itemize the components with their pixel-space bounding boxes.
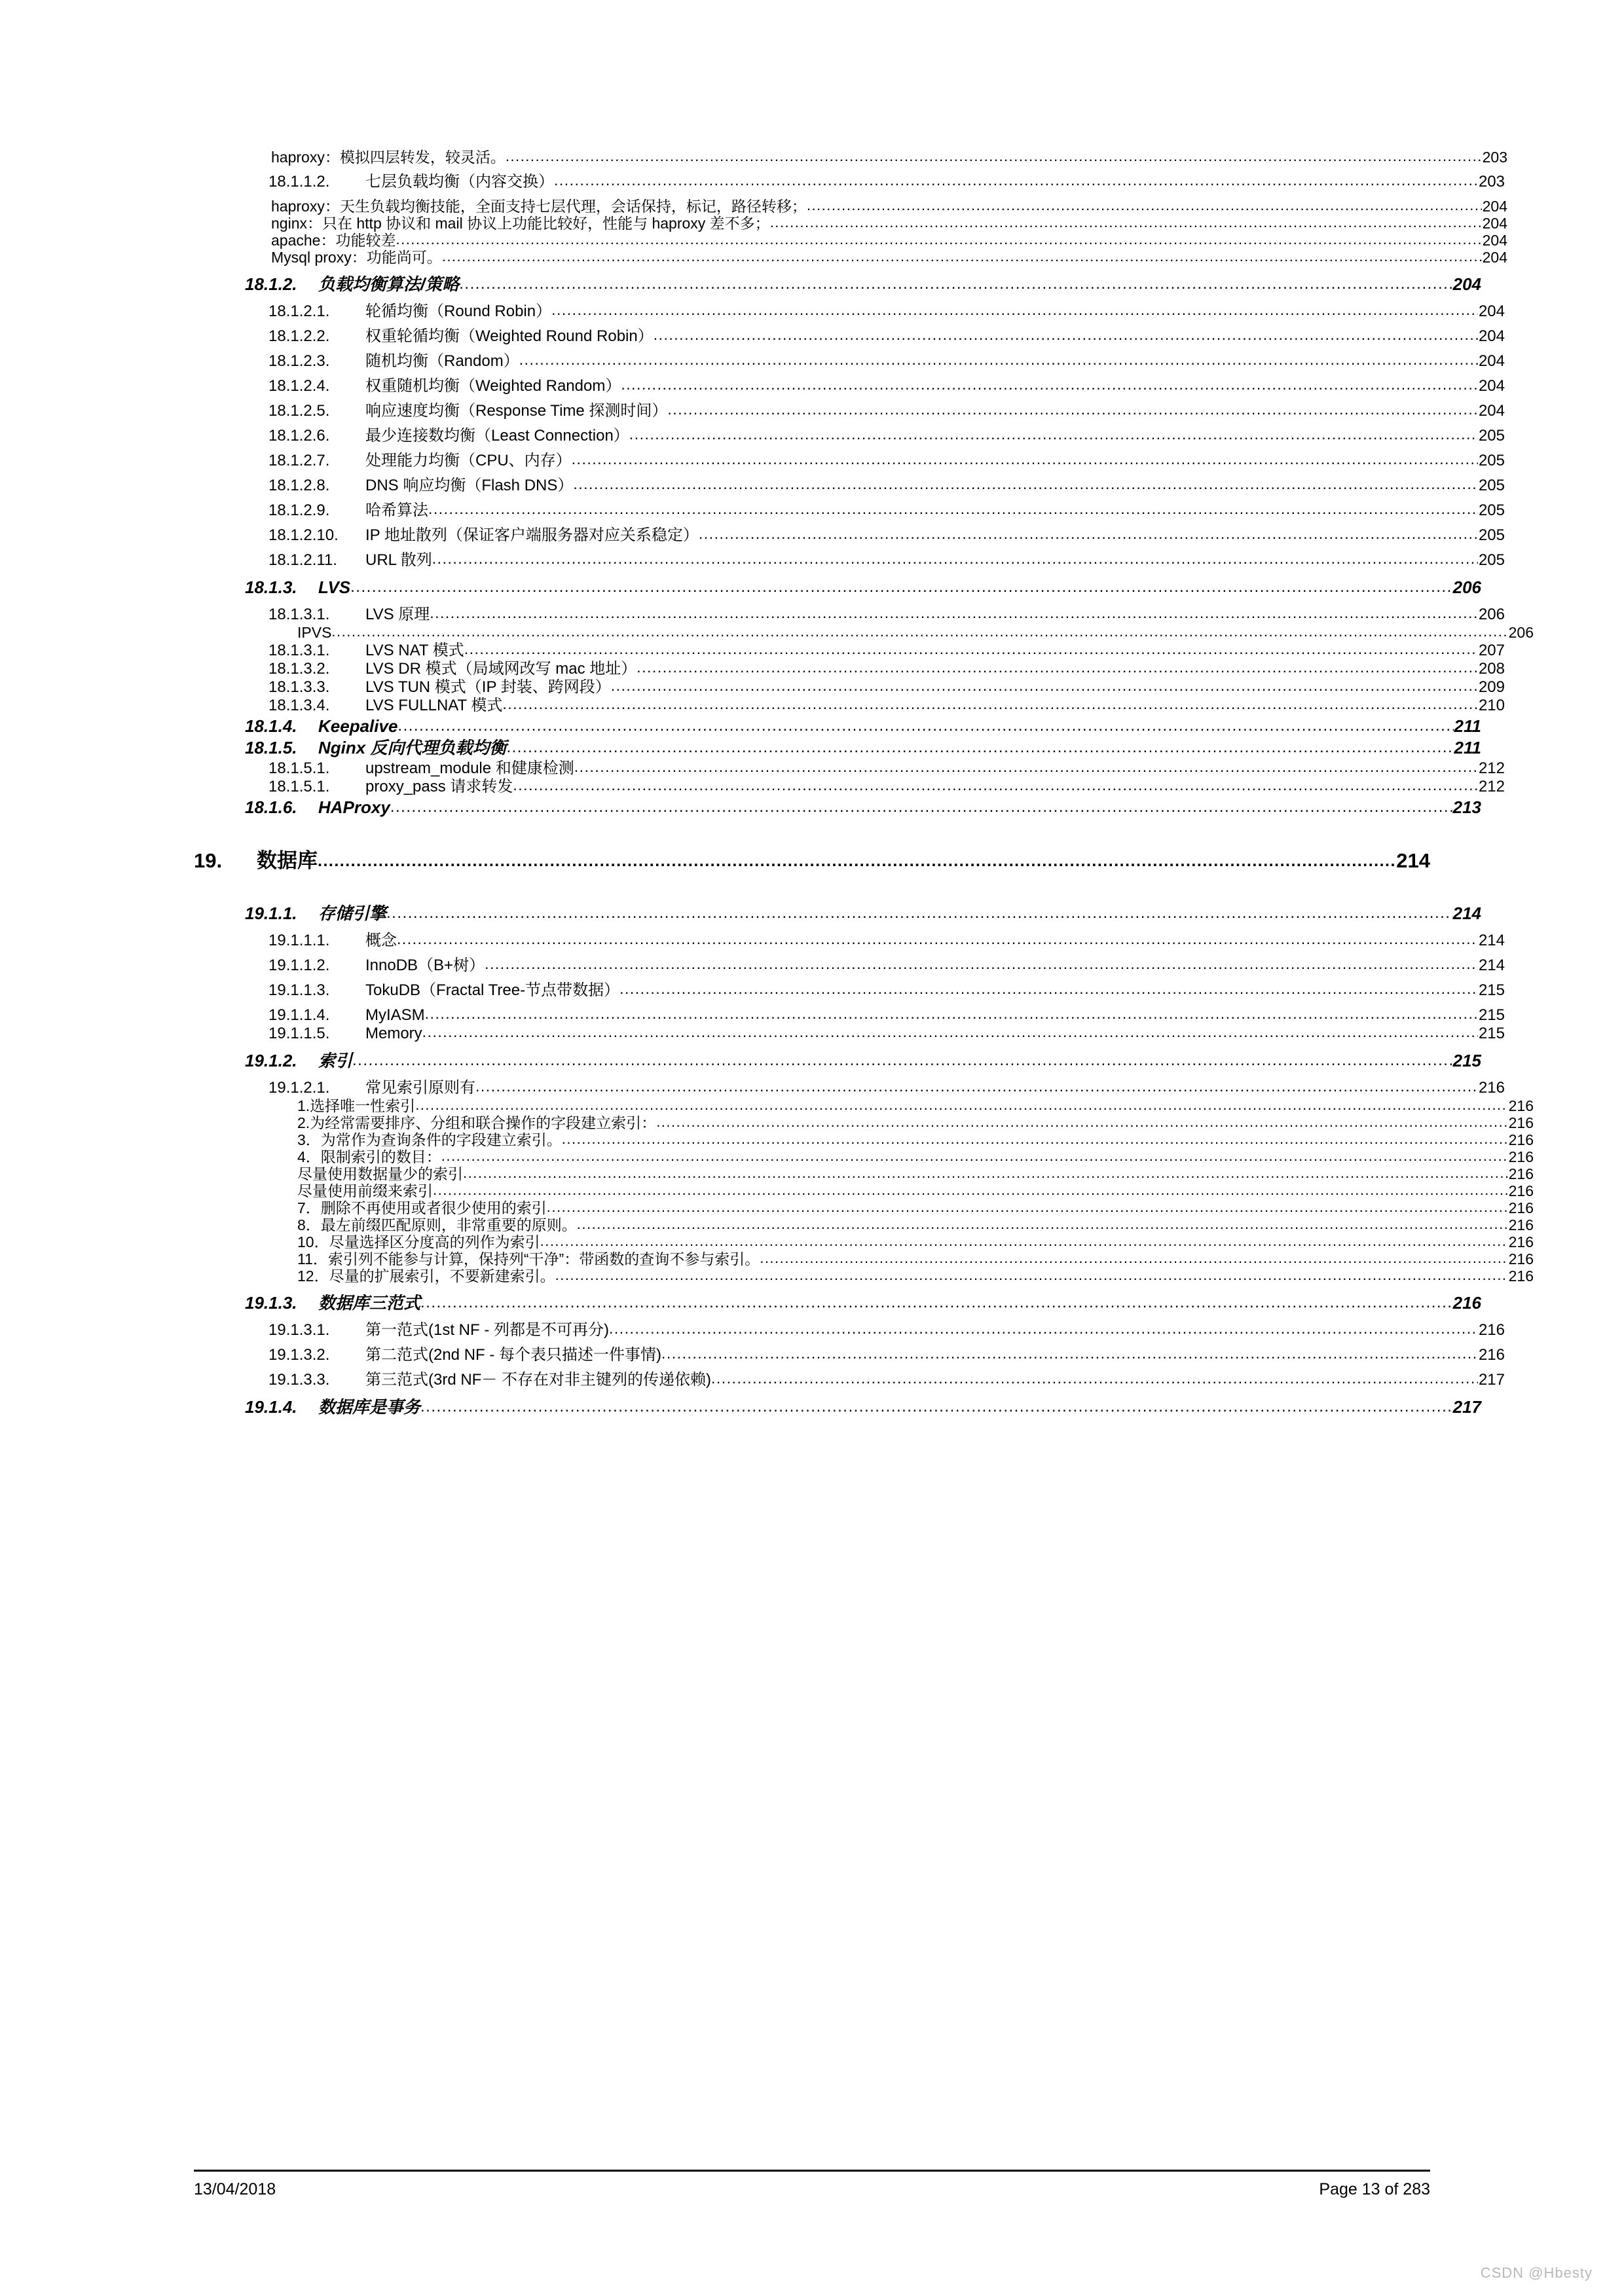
toc-entry-page: 216 (1508, 1148, 1534, 1165)
toc-entry[interactable] (268, 478, 1505, 494)
toc-dot-leader (433, 1183, 1508, 1197)
toc-entry-title: 第一范式(1st NF - 列都是不可再分) (365, 1321, 609, 1339)
toc-entry-title: 权重轮循均衡（Weighted Round Robin） (365, 327, 654, 345)
toc-entry[interactable] (268, 958, 1505, 974)
toc-dot-leader (397, 718, 1453, 734)
toc-entry[interactable] (271, 216, 1507, 231)
toc-entry[interactable] (268, 1347, 1505, 1363)
toc-entry-page: 216 (1508, 1182, 1534, 1199)
toc-entry-page: 204 (1478, 352, 1505, 370)
toc-entry-number: 18.1.3.1. (268, 606, 330, 623)
toc-entry-page: 204 (1482, 232, 1507, 249)
toc-entry[interactable] (268, 698, 1505, 714)
toc-entry-page: 204 (1482, 215, 1507, 232)
toc-entry-page: 214 (1478, 932, 1505, 949)
toc-dot-leader (562, 1132, 1508, 1146)
toc-entry-page: 215 (1452, 1051, 1481, 1070)
toc-entry-page: 216 (1508, 1131, 1534, 1148)
toc-entry-title: 最少连接数均衡（Least Connection） (365, 427, 629, 445)
toc-entry[interactable] (271, 250, 1507, 265)
toc-entry-title: LVS TUN 模式（IP 封装、跨网段） (365, 678, 611, 696)
toc-entry-page: 215 (1478, 1006, 1505, 1024)
toc-entry-number: 18.1.2.7. (268, 452, 330, 469)
toc-dot-leader (318, 853, 1395, 869)
toc-entry[interactable] (268, 779, 1505, 795)
toc-dot-leader (420, 1295, 1452, 1311)
toc-entry[interactable] (245, 1398, 1481, 1416)
toc-entry-title: 第三范式(3rd NF－ 不存在对非主键列的传递依赖) (365, 1371, 711, 1389)
toc-entry-number: 18.1.1.2. (268, 173, 330, 191)
toc-entry[interactable] (297, 1150, 1534, 1165)
toc-entry-page: 216 (1508, 1216, 1534, 1233)
toc-entry[interactable] (268, 1026, 1505, 1042)
toc-entry-title: TokuDB（Fractal Tree-节点带数据） (365, 981, 620, 999)
toc-entry-title: apache：功能较差 (271, 232, 396, 249)
toc-entry-number: 18.1.3.3. (268, 678, 330, 696)
toc-entry[interactable] (297, 1218, 1534, 1233)
toc-dot-leader (464, 642, 1478, 657)
toc-entry[interactable] (245, 905, 1481, 922)
toc-entry-number: 19.1.3.3. (268, 1371, 330, 1389)
toc-entry[interactable] (297, 1116, 1534, 1131)
toc-entry-page: 204 (1478, 402, 1505, 420)
toc-entry-title: DNS 响应均衡（Flash DNS） (365, 477, 574, 494)
toc-dot-leader (667, 402, 1478, 417)
toc-entry-title: InnoDB（B+树） (365, 957, 485, 974)
toc-entry-number: 19.1.3.2. (268, 1346, 330, 1364)
toc-entry[interactable] (268, 761, 1505, 776)
toc-entry-title: 数据库是事务 (318, 1397, 421, 1417)
toc-dot-leader (331, 625, 1507, 639)
toc-dot-leader (572, 452, 1478, 467)
toc-entry-number: 18.1.6. (245, 797, 297, 817)
toc-entry-title: upstream_module 和健康检测 (365, 759, 574, 777)
toc-entry-number: 19.1.1.1. (268, 932, 330, 949)
toc-dot-leader (485, 957, 1478, 972)
toc-entry-number: 18.1.4. (245, 716, 297, 736)
toc-dot-leader (574, 759, 1478, 774)
toc-entry-title: MyIASM (365, 1006, 425, 1024)
toc-entry-page: 211 (1454, 738, 1481, 757)
toc-entry-title: 响应速度均衡（Response Time 探测时间） (365, 402, 668, 420)
toc-dot-leader (661, 1346, 1478, 1361)
toc-entry-page: 206 (1508, 624, 1534, 641)
toc-entry-number: 18.1.3. (245, 577, 297, 597)
toc-entry-page: 211 (1454, 716, 1481, 736)
toc-entry-number: 19.1.2.1. (268, 1079, 330, 1097)
toc-entry-number: 19.1.3. (245, 1293, 297, 1313)
table-of-contents (194, 148, 1534, 1427)
toc-dot-leader (386, 905, 1452, 921)
toc-entry-number: 18.1.2.3. (268, 352, 330, 370)
toc-entry-number: 19.1.1.2. (268, 957, 330, 974)
toc-dot-leader (422, 1025, 1478, 1040)
toc-entry[interactable] (268, 378, 1505, 394)
toc-entry[interactable] (297, 1184, 1534, 1199)
toc-entry-title: LVS (318, 577, 351, 597)
toc-entry-number: 18.1.2.5. (268, 402, 330, 420)
toc-entry[interactable] (297, 1099, 1534, 1114)
toc-entry-page: 216 (1508, 1114, 1534, 1131)
toc-entry-page: 205 (1478, 477, 1505, 494)
toc-entry-title: 7．删除不再使用或者很少使用的索引 (297, 1199, 547, 1216)
toc-dot-leader (656, 1115, 1507, 1129)
toc-entry-page: 216 (1508, 1267, 1534, 1285)
toc-entry-number: 18.1.3.1. (268, 642, 330, 659)
toc-entry-title: LVS FULLNAT 模式 (365, 697, 503, 714)
toc-entry-number: 18.1.3.2. (268, 660, 330, 678)
toc-entry-title: 3．为常作为查询条件的字段建立索引。 (297, 1131, 562, 1148)
toc-entry-number: 18.1.2. (245, 274, 297, 294)
toc-dot-leader (425, 1006, 1478, 1021)
toc-entry[interactable] (245, 1294, 1481, 1312)
toc-entry-number: 19.1.1.4. (268, 1006, 330, 1024)
toc-entry-page: 205 (1478, 427, 1505, 445)
toc-dot-leader (442, 249, 1482, 264)
toc-entry[interactable] (268, 1080, 1505, 1096)
toc-dot-leader (415, 1098, 1507, 1112)
toc-entry[interactable] (268, 1372, 1505, 1388)
toc-dot-leader (637, 660, 1478, 675)
toc-dot-leader (573, 477, 1478, 492)
toc-entry-title: 权重随机均衡（Weighted Random） (365, 377, 621, 395)
toc-entry-title: 负载均衡算法/策略 (318, 274, 460, 294)
toc-entry-page: 205 (1478, 501, 1505, 519)
toc-entry-title: 处理能力均衡（CPU、内存） (365, 452, 572, 469)
toc-entry-title: 第二范式(2nd NF - 每个表只描述一件事情) (365, 1346, 662, 1364)
toc-entry-number: 18.1.2.1. (268, 302, 330, 320)
toc-entry[interactable] (297, 1235, 1534, 1250)
toc-entry-number: 19.1.2. (245, 1051, 297, 1070)
toc-entry-page: 203 (1478, 173, 1505, 191)
toc-entry-page: 205 (1478, 551, 1505, 569)
toc-dot-leader (463, 1166, 1508, 1180)
toc-entry-title: Nginx 反向代理负载均衡 (318, 738, 507, 757)
toc-entry[interactable] (268, 1008, 1505, 1023)
toc-dot-leader (547, 1200, 1508, 1214)
toc-entry-title: 尽量使用前缀来索引 (297, 1182, 433, 1199)
toc-entry-title: 数据库 (257, 849, 318, 872)
toc-entry[interactable] (297, 1269, 1534, 1284)
toc-entry-page: 216 (1478, 1079, 1505, 1097)
toc-entry-title: Mysql proxy：功能尚可。 (271, 249, 442, 266)
toc-dot-leader (609, 1321, 1478, 1336)
toc-entry-number: 19. (194, 849, 223, 872)
toc-entry[interactable] (268, 933, 1505, 949)
toc-entry[interactable] (268, 1322, 1505, 1338)
toc-entry-page: 207 (1478, 642, 1505, 659)
toc-dot-leader (475, 1079, 1478, 1094)
toc-entry-page: 213 (1452, 797, 1481, 817)
toc-dot-leader (396, 232, 1481, 247)
toc-entry-number: 19.1.3.1. (268, 1321, 330, 1339)
toc-dot-leader (770, 215, 1482, 230)
toc-dot-leader (352, 1053, 1452, 1068)
toc-entry[interactable] (268, 661, 1505, 677)
toc-entry-title: 存储引擎 (318, 903, 387, 923)
toc-entry[interactable] (271, 199, 1507, 214)
toc-dot-leader (513, 778, 1478, 793)
toc-entry-title: 12．尽量的扩展索引，不要新建索引。 (297, 1267, 555, 1285)
toc-entry-number: 18.1.2.4. (268, 377, 330, 395)
toc-entry-title: 10．尽量选择区分度高的列作为索引 (297, 1233, 540, 1250)
toc-dot-leader (459, 276, 1452, 292)
toc-entry-title: 随机均衡（Random） (365, 352, 519, 370)
toc-entry-title: 七层负载均衡（内容交换） (365, 173, 554, 191)
toc-dot-leader (711, 1371, 1478, 1386)
toc-dot-leader (619, 981, 1478, 996)
toc-entry-page: 216 (1452, 1293, 1481, 1313)
toc-entry[interactable] (245, 799, 1481, 816)
toc-entry-page: 204 (1478, 377, 1505, 395)
toc-entry[interactable] (268, 643, 1505, 659)
toc-entry-number: 18.1.3.4. (268, 697, 330, 714)
toc-entry-page: 205 (1478, 526, 1505, 544)
toc-entry[interactable] (297, 1252, 1534, 1267)
toc-entry-page: 216 (1508, 1097, 1534, 1114)
toc-entry-page: 206 (1452, 577, 1481, 597)
toc-entry-title: LVS 原理 (365, 606, 430, 623)
toc-entry[interactable] (245, 1052, 1481, 1070)
toc-entry-page: 216 (1508, 1233, 1534, 1250)
toc-entry-title: 1.选择唯一性索引 (297, 1097, 416, 1114)
toc-entry[interactable] (297, 625, 1534, 640)
toc-entry-number: 19.1.4. (245, 1397, 297, 1417)
toc-entry-title: 索引 (318, 1051, 353, 1070)
toc-entry-title: HAProxy (318, 797, 390, 817)
toc-entry-page: 204 (1478, 327, 1505, 345)
watermark: CSDN @Hbesty (1480, 2265, 1593, 2281)
toc-entry-title: haproxy：模拟四层转发，较灵活。 (271, 149, 506, 166)
toc-entry[interactable] (268, 983, 1505, 998)
toc-entry-page: 214 (1396, 849, 1430, 872)
page-footer (194, 2180, 1430, 2199)
toc-entry[interactable] (271, 150, 1507, 165)
toc-entry-page: 209 (1478, 678, 1505, 696)
toc-entry-title: 哈希算法 (365, 501, 428, 519)
toc-entry-number: 18.1.2.10. (268, 526, 339, 544)
toc-entry-page: 216 (1478, 1321, 1505, 1339)
toc-entry-title: Memory (365, 1025, 422, 1042)
toc-entry-number: 18.1.2.6. (268, 427, 330, 445)
toc-entry[interactable] (268, 680, 1505, 695)
toc-entry-page: 216 (1508, 1250, 1534, 1267)
toc-entry[interactable] (268, 428, 1505, 444)
toc-entry[interactable] (245, 579, 1481, 596)
toc-entry-title: Keepalive (318, 716, 398, 736)
toc-entry-title: IPVS (297, 624, 332, 641)
toc-entry-title: IP 地址散列（保证客户端服务器对应关系稳定） (365, 526, 699, 544)
toc-entry[interactable] (297, 1133, 1534, 1148)
toc-entry-page: 216 (1478, 1346, 1505, 1364)
toc-entry-number: 18.1.2.2. (268, 327, 330, 345)
toc-dot-leader (555, 1268, 1508, 1283)
toc-dot-leader (506, 740, 1453, 756)
toc-dot-leader (441, 1149, 1508, 1163)
toc-entry-page: 212 (1478, 778, 1505, 795)
toc-dot-leader (611, 678, 1478, 693)
toc-entry-title: proxy_pass 请求转发 (365, 778, 513, 795)
toc-dot-leader (621, 377, 1478, 392)
toc-entry-title: 概念 (365, 932, 397, 949)
toc-entry-title: 轮循均衡（Round Robin） (365, 302, 552, 320)
toc-entry[interactable] (268, 354, 1505, 369)
toc-entry-title: 尽量使用数据量少的索引 (297, 1165, 463, 1182)
toc-entry[interactable] (297, 1167, 1534, 1182)
toc-entry-number: 19.1.1.5. (268, 1025, 330, 1042)
toc-dot-leader (807, 198, 1482, 213)
footer-date: 13/04/2018 (194, 2180, 276, 2198)
toc-dot-leader (699, 526, 1478, 541)
toc-entry[interactable] (245, 739, 1481, 757)
toc-entry-title: 数据库三范式 (318, 1293, 421, 1313)
toc-entry-page: 206 (1478, 606, 1505, 623)
toc-dot-leader (629, 427, 1478, 442)
toc-dot-leader (540, 1234, 1508, 1248)
toc-entry-title: 4．限制索引的数目： (297, 1148, 441, 1165)
toc-entry-page: 204 (1478, 302, 1505, 320)
toc-entry[interactable] (271, 233, 1507, 248)
toc-entry-page: 210 (1478, 697, 1505, 714)
toc-dot-leader (430, 606, 1478, 621)
toc-entry-number: 18.1.2.9. (268, 501, 330, 519)
toc-dot-leader (390, 799, 1452, 815)
toc-entry-page: 204 (1482, 249, 1507, 266)
toc-entry-title: 11．索引列不能参与计算，保持列“干净”：带函数的查询不参与索引。 (297, 1250, 760, 1267)
toc-entry-page: 216 (1508, 1165, 1534, 1182)
toc-entry-title: URL 散列 (365, 551, 432, 569)
toc-entry-title: haproxy：天生负载均衡技能，全面支持七层代理，会话保持，标记，路径转移； (271, 198, 807, 215)
toc-entry-page: 217 (1478, 1371, 1505, 1389)
toc-entry-page: 214 (1452, 903, 1481, 923)
toc-dot-leader (350, 579, 1452, 595)
toc-entry-number: 19.1.1. (245, 903, 297, 923)
toc-dot-leader (577, 1217, 1508, 1231)
toc-entry-page: 216 (1508, 1199, 1534, 1216)
toc-entry-page: 208 (1478, 660, 1505, 678)
toc-entry-title: LVS NAT 模式 (365, 642, 464, 659)
toc-entry-title: nginx：只在 http 协议和 mail 协议上功能比较好，性能与 haproxy 差不多； (271, 215, 770, 232)
toc-entry-page: 204 (1452, 274, 1481, 294)
footer-divider (194, 2170, 1430, 2172)
toc-entry-page: 203 (1482, 149, 1507, 166)
footer-page-number: Page 13 of 283 (1319, 2180, 1430, 2198)
toc-entry[interactable] (245, 276, 1481, 293)
toc-entry-page: 217 (1452, 1397, 1481, 1417)
toc-entry[interactable] (268, 528, 1505, 543)
toc-entry-page: 215 (1478, 981, 1505, 999)
toc-entry[interactable] (297, 1201, 1534, 1216)
toc-entry[interactable] (268, 403, 1505, 419)
toc-entry-page: 215 (1478, 1025, 1505, 1042)
toc-dot-leader (502, 697, 1478, 712)
toc-dot-leader (554, 173, 1478, 188)
toc-entry[interactable] (268, 304, 1505, 319)
toc-dot-leader (506, 149, 1482, 164)
toc-entry-page: 205 (1478, 452, 1505, 469)
toc-entry-number: 18.1.2.8. (268, 477, 330, 494)
toc-entry-number: 18.1.5.1. (268, 759, 330, 777)
toc-entry[interactable] (268, 607, 1505, 623)
toc-entry[interactable] (268, 453, 1505, 469)
toc-entry-title: 2.为经常需要排序、分组和联合操作的字段建立索引： (297, 1114, 657, 1131)
toc-entry[interactable] (268, 174, 1505, 190)
toc-entry-number: 18.1.2.11. (268, 551, 337, 569)
toc-dot-leader (654, 327, 1478, 342)
toc-entry-title: 常见索引原则有 (365, 1079, 475, 1097)
toc-entry-number: 18.1.5.1. (268, 778, 330, 795)
toc-entry-number: 19.1.1.3. (268, 981, 330, 999)
toc-dot-leader (428, 501, 1478, 517)
toc-entry[interactable] (268, 329, 1505, 344)
toc-entry-number: 18.1.5. (245, 738, 297, 757)
toc-dot-leader (397, 932, 1478, 947)
toc-entry[interactable] (245, 718, 1481, 735)
toc-dot-leader (432, 551, 1478, 566)
toc-dot-leader (551, 302, 1478, 318)
toc-entry[interactable] (268, 503, 1505, 519)
toc-entry-page: 212 (1478, 759, 1505, 777)
toc-entry[interactable] (194, 850, 1430, 871)
toc-entry-title: LVS DR 模式（局域网改写 mac 地址） (365, 660, 637, 678)
toc-dot-leader (760, 1251, 1507, 1266)
toc-dot-leader (519, 352, 1478, 367)
toc-entry-page: 214 (1478, 957, 1505, 974)
toc-entry[interactable] (268, 553, 1505, 568)
toc-entry-page: 204 (1482, 198, 1507, 215)
toc-dot-leader (420, 1399, 1452, 1415)
toc-entry-title: 8．最左前缀匹配原则，非常重要的原则。 (297, 1216, 577, 1233)
